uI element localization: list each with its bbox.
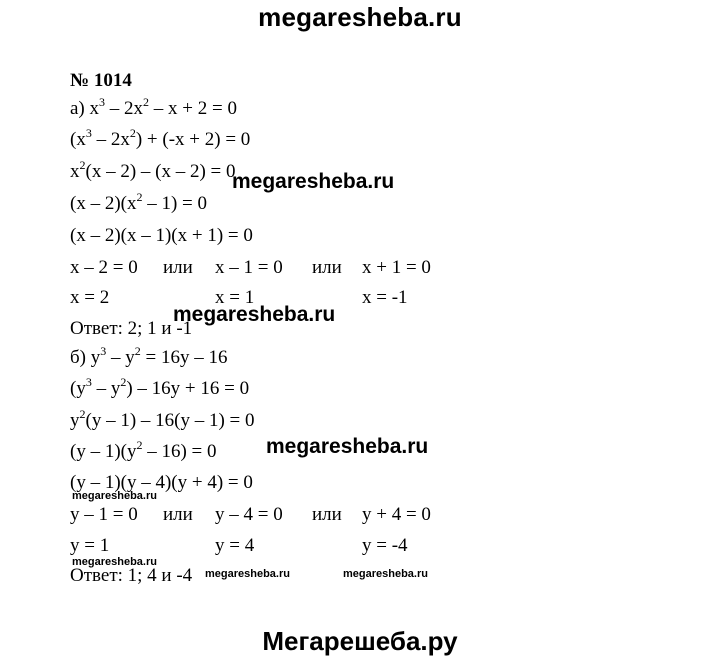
- part-a-case-2: x – 1 = 0: [215, 257, 283, 278]
- part-a-equation: а) $x^3 - 2x^2 - x + 2 = 0$: [70, 94, 237, 119]
- part-a-or-2: или: [312, 257, 342, 278]
- watermark-small: megaresheba.ru: [205, 568, 290, 580]
- watermark-small: megaresheba.ru: [72, 490, 157, 502]
- task-number: № 1014: [70, 70, 132, 91]
- part-b-case-1: y – 1 = 0: [70, 504, 138, 525]
- part-a-case-1: x – 2 = 0: [70, 257, 138, 278]
- part-a-step-full-factor: (x – 2)(x – 1)(x + 1) = 0: [70, 225, 253, 246]
- part-b-step-factor: $y^2(y - 1) - 16(y - 1) = 0$: [70, 406, 255, 431]
- part-a-or-1: или: [163, 257, 193, 278]
- part-b-or-1: или: [163, 504, 193, 525]
- part-a-answer: Ответ: 2; 1 и -1: [70, 318, 193, 339]
- part-b-or-2: или: [312, 504, 342, 525]
- part-b-step-common: $(y - 1)(y^2 - 16) = 0$: [70, 437, 217, 462]
- part-b-root-1: y = 1: [70, 535, 110, 556]
- watermark-small: megaresheba.ru: [343, 568, 428, 580]
- watermark-small: megaresheba.ru: [72, 556, 157, 568]
- part-b-root-2: y = 4: [215, 535, 255, 556]
- part-a-root-2: x = 1: [215, 287, 255, 308]
- part-b-case-2: y – 4 = 0: [215, 504, 283, 525]
- watermark: megaresheba.ru: [266, 435, 429, 458]
- part-a-root-1: x = 2: [70, 287, 110, 308]
- part-b-step-full-factor: (y – 1)(y – 4)(y + 4) = 0: [70, 472, 253, 493]
- watermark: megaresheba.ru: [173, 303, 336, 326]
- part-b-case-3: y + 4 = 0: [362, 504, 431, 525]
- watermark: megaresheba.ru: [232, 170, 395, 193]
- part-a-root-3: x = -1: [362, 287, 408, 308]
- part-b-equation: б) $y^3 - y^2 = 16y - 16$: [70, 343, 228, 368]
- part-a-step-factor: $x^2(x - 2) - (x - 2) = 0$: [70, 157, 236, 182]
- part-b-answer: Ответ: 1; 4 и -4: [70, 565, 193, 586]
- part-b-step-grouping: $(y^3 - y^2) - 16y + 16 = 0$: [70, 374, 250, 399]
- part-b-root-3: y = -4: [362, 535, 408, 556]
- part-a-case-3: x + 1 = 0: [362, 257, 431, 278]
- part-a-step-common: $(x - 2)(x^2 - 1) = 0$: [70, 189, 208, 214]
- site-header: megaresheba.ru: [258, 2, 462, 32]
- site-footer: Мегарешеба.ру: [262, 626, 458, 656]
- part-a-step-grouping: $(x^3 - 2x^2) + (-x + 2) = 0$: [70, 125, 251, 150]
